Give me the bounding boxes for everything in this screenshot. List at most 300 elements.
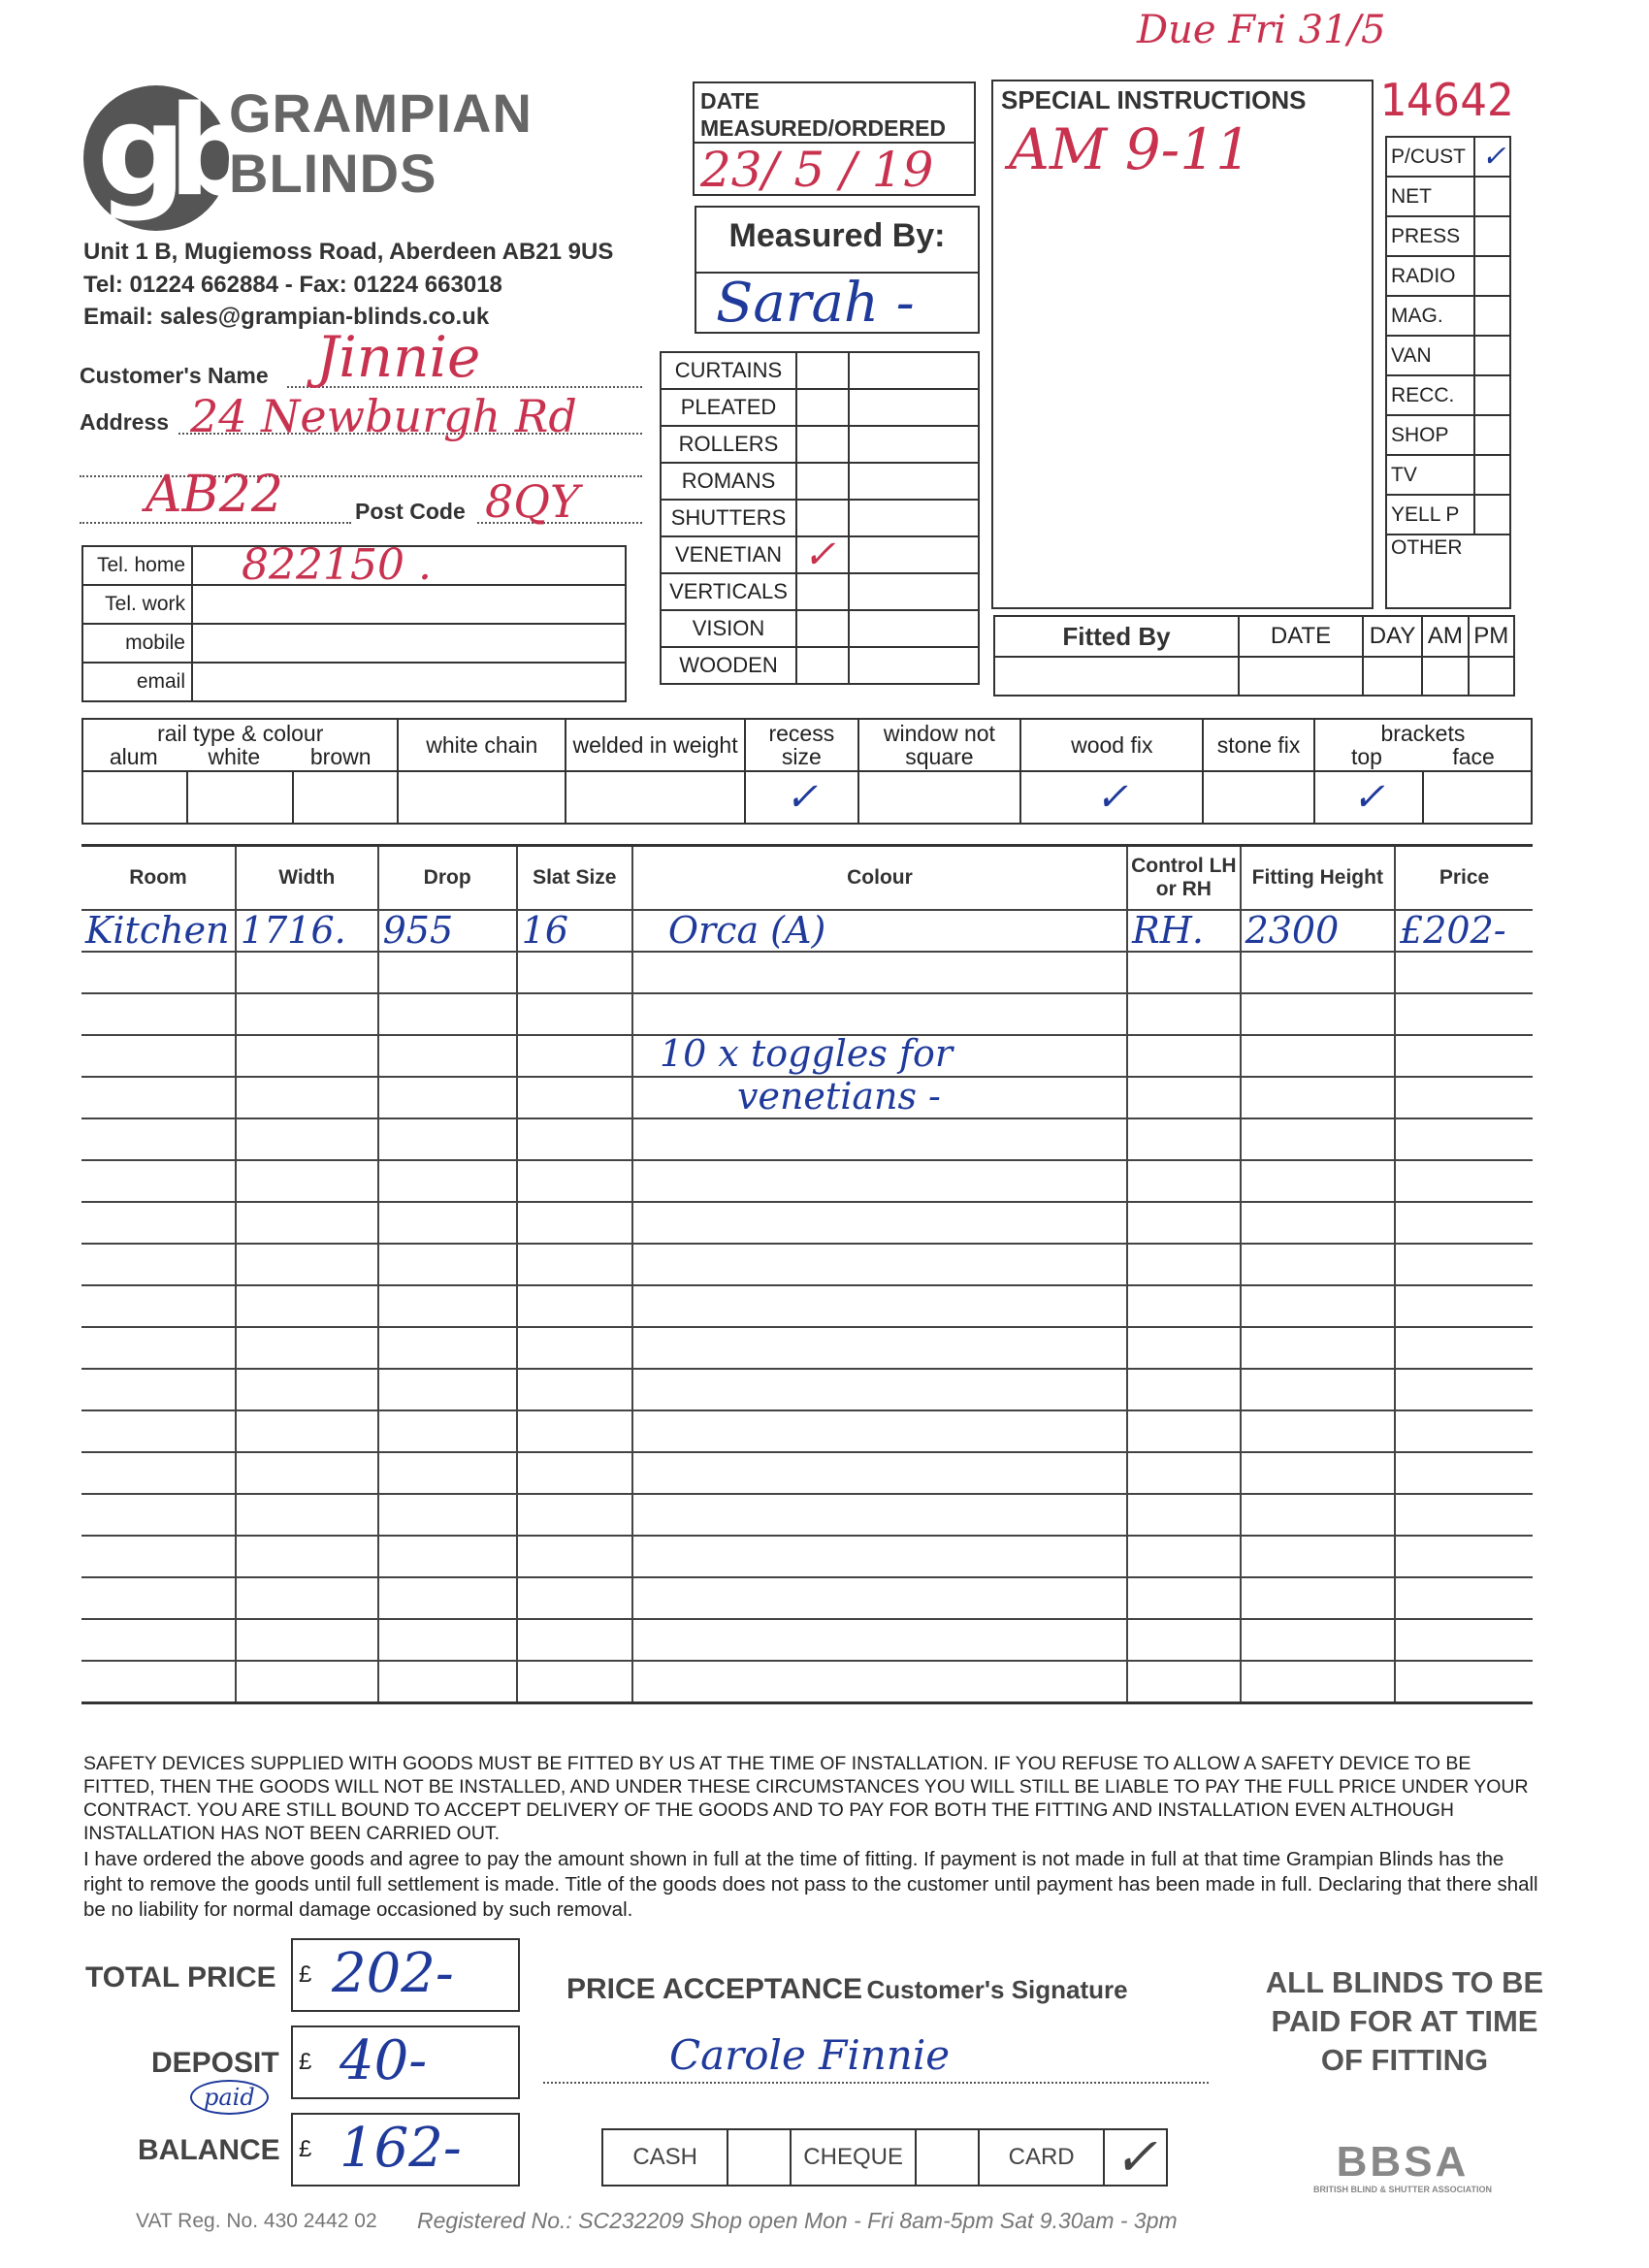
fitted-day-value[interactable] bbox=[1363, 657, 1422, 696]
item-width-cell[interactable] bbox=[236, 1661, 378, 1703]
fitted-by-table bbox=[993, 615, 1515, 697]
white-chain-check[interactable] bbox=[398, 771, 566, 824]
product-type-row bbox=[661, 463, 979, 500]
item-height-cell[interactable] bbox=[1241, 1369, 1396, 1410]
customer-name-label: Customer's Name bbox=[80, 363, 269, 388]
welded-check[interactable] bbox=[566, 771, 745, 824]
item-slat-cell[interactable] bbox=[517, 1661, 632, 1703]
item-room-cell[interactable] bbox=[81, 1577, 236, 1619]
product-type-extra[interactable] bbox=[849, 610, 979, 647]
item-slat-cell[interactable] bbox=[517, 952, 632, 993]
item-price-cell[interactable] bbox=[1395, 952, 1533, 993]
product-type-check[interactable] bbox=[796, 389, 849, 426]
item-room-cell[interactable] bbox=[81, 1369, 236, 1410]
company-address: Unit 1 B, Mugiemoss Road, Aberdeen AB21 9US bbox=[83, 239, 614, 265]
item-drop-cell[interactable] bbox=[378, 993, 517, 1035]
balance-label: BALANCE bbox=[138, 2134, 280, 2166]
item-price-cell[interactable] bbox=[1395, 1160, 1533, 1202]
item-drop-cell[interactable] bbox=[378, 1244, 517, 1285]
item-slat-cell[interactable] bbox=[517, 1285, 632, 1327]
item-width-cell[interactable] bbox=[236, 1619, 378, 1661]
white-chain-label: white chain bbox=[398, 719, 566, 771]
due-note: Due Fri 31/5 bbox=[1137, 8, 1386, 52]
deposit-value[interactable]: 40- bbox=[340, 2029, 428, 2092]
item-slat-cell[interactable] bbox=[517, 1202, 632, 1244]
item-drop-cell[interactable] bbox=[378, 1118, 517, 1160]
phone-value[interactable] bbox=[192, 624, 626, 663]
item-slat-cell[interactable] bbox=[517, 1452, 632, 1494]
source-check[interactable] bbox=[1474, 495, 1510, 535]
source-label: RECC. bbox=[1386, 375, 1474, 415]
logo-letters: gb bbox=[97, 80, 241, 224]
item-control-cell[interactable] bbox=[1127, 952, 1240, 993]
item-height-cell[interactable] bbox=[1241, 1077, 1396, 1118]
address-line2-value[interactable]: AB22 bbox=[146, 466, 283, 524]
items-header: Drop bbox=[378, 846, 517, 910]
product-type-label: VISION bbox=[661, 610, 796, 647]
item-drop-cell[interactable] bbox=[378, 1077, 517, 1118]
item-room-cell[interactable] bbox=[81, 1619, 236, 1661]
item-control-cell[interactable] bbox=[1127, 1369, 1240, 1410]
item-slat-cell[interactable] bbox=[517, 1244, 632, 1285]
item-drop-cell[interactable] bbox=[378, 1160, 517, 1202]
item-slat-cell[interactable] bbox=[517, 1369, 632, 1410]
source-row bbox=[1386, 415, 1510, 455]
brown-check[interactable] bbox=[293, 771, 398, 824]
item-width-cell[interactable] bbox=[236, 1202, 378, 1244]
item-drop-cell[interactable] bbox=[378, 1369, 517, 1410]
fitted-by-value[interactable] bbox=[994, 657, 1239, 696]
product-type-extra[interactable] bbox=[849, 352, 979, 389]
item-slat-cell[interactable]: 16 bbox=[517, 910, 632, 952]
item-control-cell[interactable] bbox=[1127, 1619, 1240, 1661]
balance-value[interactable]: 162- bbox=[340, 2117, 462, 2180]
item-price-cell[interactable] bbox=[1395, 1244, 1533, 1285]
item-colour-cell[interactable] bbox=[632, 1160, 1127, 1202]
item-slat-cell[interactable] bbox=[517, 1035, 632, 1077]
table-row bbox=[81, 1285, 1533, 1327]
product-type-extra[interactable] bbox=[849, 463, 979, 500]
product-type-label: WOODEN bbox=[661, 647, 796, 684]
company-email: Email: sales@grampian-blinds.co.uk bbox=[83, 304, 490, 330]
product-type-check[interactable] bbox=[796, 352, 849, 389]
agreement-text: I have ordered the above goods and agree to pay the amount shown in full at the time of fitting. If payment is not made in full at that time Grampian Blinds has the right to remove the goods until full settlement is made. Title of the goods does not pass to the customer until payment has been made in full. Declaring that there shall be no liability for normal damage occasioned by such removal. bbox=[83, 1848, 1538, 1921]
item-drop-cell[interactable] bbox=[378, 1327, 517, 1369]
source-check[interactable] bbox=[1474, 216, 1510, 256]
item-price-cell[interactable] bbox=[1395, 1452, 1533, 1494]
item-height-cell[interactable] bbox=[1241, 1118, 1396, 1160]
item-price-cell[interactable]: £202- bbox=[1395, 910, 1533, 952]
item-drop-cell[interactable] bbox=[378, 1577, 517, 1619]
window-square-label: window not square bbox=[858, 719, 1020, 771]
item-room-cell[interactable] bbox=[81, 1160, 236, 1202]
item-colour-cell[interactable] bbox=[632, 1619, 1127, 1661]
item-room-cell[interactable] bbox=[81, 952, 236, 993]
product-type-check[interactable] bbox=[796, 647, 849, 684]
stone-fix-check[interactable] bbox=[1203, 771, 1313, 824]
source-label: VAN bbox=[1386, 336, 1474, 375]
white-check[interactable] bbox=[187, 771, 292, 824]
item-drop-cell[interactable] bbox=[378, 1494, 517, 1536]
payment-cash-label: CASH bbox=[602, 2129, 728, 2186]
item-slat-cell[interactable] bbox=[517, 1494, 632, 1536]
item-height-cell[interactable] bbox=[1241, 1035, 1396, 1077]
item-drop-cell[interactable] bbox=[378, 1202, 517, 1244]
product-type-check[interactable] bbox=[796, 573, 849, 610]
item-control-cell[interactable] bbox=[1127, 1494, 1240, 1536]
recess-check[interactable]: ✓ bbox=[745, 771, 858, 824]
item-price-cell[interactable] bbox=[1395, 1577, 1533, 1619]
stone-fix-label: stone fix bbox=[1203, 719, 1313, 771]
item-width-cell[interactable] bbox=[236, 1244, 378, 1285]
brackets-top-check[interactable]: ✓ bbox=[1314, 771, 1423, 824]
address-label: Address bbox=[80, 409, 170, 435]
item-slat-cell[interactable] bbox=[517, 993, 632, 1035]
fitted-day-label: DAY bbox=[1363, 616, 1422, 657]
postcode-label: Post Code bbox=[355, 499, 466, 524]
alum-label: alum bbox=[109, 744, 158, 769]
item-width-cell[interactable] bbox=[236, 1035, 378, 1077]
item-colour-cell[interactable] bbox=[632, 1494, 1127, 1536]
product-type-extra[interactable] bbox=[849, 647, 979, 684]
product-type-check[interactable] bbox=[796, 500, 849, 536]
balance-box bbox=[291, 2113, 520, 2187]
item-drop-cell[interactable] bbox=[378, 1452, 517, 1494]
bbsa-subtitle: BRITISH BLIND & SHUTTER ASSOCIATION bbox=[1313, 2185, 1492, 2194]
item-price-cell[interactable] bbox=[1395, 1619, 1533, 1661]
rail-type-label: rail type & colour bbox=[157, 721, 324, 746]
item-control-cell[interactable] bbox=[1127, 1536, 1240, 1577]
product-type-label: VERTICALS bbox=[661, 573, 796, 610]
item-width-cell[interactable] bbox=[236, 1077, 378, 1118]
payment-card-check[interactable]: ✓ bbox=[1104, 2129, 1167, 2186]
phone-row bbox=[82, 546, 626, 585]
item-control-cell[interactable] bbox=[1127, 1244, 1240, 1285]
table-row bbox=[81, 1577, 1533, 1619]
item-height-cell[interactable] bbox=[1241, 952, 1396, 993]
item-width-cell[interactable] bbox=[236, 1285, 378, 1327]
item-slat-cell[interactable] bbox=[517, 1118, 632, 1160]
item-height-cell[interactable] bbox=[1241, 1202, 1396, 1244]
bbsa-mark: BBSA bbox=[1336, 2138, 1470, 2186]
item-note-line1: 10 x toggles for bbox=[660, 1032, 954, 1075]
item-room-cell[interactable] bbox=[81, 1327, 236, 1369]
item-height-cell[interactable] bbox=[1241, 1536, 1396, 1577]
item-drop-cell[interactable]: 955 bbox=[378, 910, 517, 952]
source-check[interactable] bbox=[1474, 296, 1510, 336]
item-drop-cell[interactable] bbox=[378, 1035, 517, 1077]
product-type-extra[interactable] bbox=[849, 573, 979, 610]
source-row bbox=[1386, 375, 1510, 415]
item-control-cell[interactable] bbox=[1127, 1452, 1240, 1494]
product-type-check[interactable] bbox=[796, 610, 849, 647]
payment-cheque-check[interactable] bbox=[916, 2129, 979, 2186]
phone-row bbox=[82, 585, 626, 624]
product-type-extra[interactable] bbox=[849, 500, 979, 536]
phone-value[interactable]: 822150 . bbox=[192, 546, 626, 585]
item-drop-cell[interactable] bbox=[378, 1410, 517, 1452]
product-type-row bbox=[661, 573, 979, 610]
item-width-cell[interactable] bbox=[236, 1160, 378, 1202]
item-control-cell[interactable] bbox=[1127, 1577, 1240, 1619]
item-room-cell[interactable] bbox=[81, 1244, 236, 1285]
item-room-cell[interactable] bbox=[81, 1077, 236, 1118]
item-control-cell[interactable] bbox=[1127, 1327, 1240, 1369]
item-control-cell[interactable] bbox=[1127, 1410, 1240, 1452]
source-row bbox=[1386, 137, 1510, 177]
item-slat-cell[interactable] bbox=[517, 1577, 632, 1619]
item-price-cell[interactable] bbox=[1395, 1035, 1533, 1077]
phone-row bbox=[82, 624, 626, 663]
item-colour-cell[interactable] bbox=[632, 1369, 1127, 1410]
item-slat-cell[interactable] bbox=[517, 1327, 632, 1369]
special-instructions-value[interactable]: AM 9-11 bbox=[1009, 116, 1252, 182]
items-header: Slat Size bbox=[517, 846, 632, 910]
item-width-cell[interactable] bbox=[236, 1410, 378, 1452]
items-table bbox=[81, 844, 1533, 1704]
special-instructions-box bbox=[991, 80, 1374, 609]
items-header: Control LH or RH bbox=[1127, 846, 1240, 910]
item-height-cell[interactable] bbox=[1241, 993, 1396, 1035]
deposit-currency: £ bbox=[299, 2049, 312, 2075]
item-width-cell[interactable] bbox=[236, 1369, 378, 1410]
item-width-cell[interactable] bbox=[236, 1452, 378, 1494]
item-height-cell[interactable] bbox=[1241, 1160, 1396, 1202]
product-type-extra[interactable] bbox=[849, 389, 979, 426]
item-width-cell[interactable] bbox=[236, 1327, 378, 1369]
options-table bbox=[81, 718, 1533, 825]
item-drop-cell[interactable] bbox=[378, 1619, 517, 1661]
phone-row bbox=[82, 663, 626, 701]
item-room-cell[interactable] bbox=[81, 1285, 236, 1327]
item-drop-cell[interactable] bbox=[378, 1536, 517, 1577]
product-type-row bbox=[661, 500, 979, 536]
customer-name-value[interactable]: Jinnie bbox=[316, 324, 481, 390]
item-height-cell[interactable] bbox=[1241, 1494, 1396, 1536]
item-colour-cell[interactable] bbox=[632, 1118, 1127, 1160]
item-room-cell[interactable] bbox=[81, 1536, 236, 1577]
item-control-cell[interactable] bbox=[1127, 1202, 1240, 1244]
phone-value[interactable] bbox=[192, 585, 626, 624]
product-type-check[interactable]: ✓ bbox=[796, 536, 849, 573]
phone-value[interactable] bbox=[192, 663, 626, 701]
item-width-cell[interactable] bbox=[236, 1494, 378, 1536]
brackets-header bbox=[1314, 719, 1532, 771]
item-slat-cell[interactable] bbox=[517, 1077, 632, 1118]
item-height-cell[interactable] bbox=[1241, 1285, 1396, 1327]
item-control-cell[interactable]: RH. bbox=[1127, 910, 1240, 952]
item-height-cell[interactable]: 2300 bbox=[1241, 910, 1396, 952]
safety-notice: SAFETY DEVICES SUPPLIED WITH GOODS MUST BE FITTED BY US AT THE TIME OF INSTALLATION. IF YOU REFUSE TO ALLOW A SAFETY DEVICE TO BE FITTED, THEN THE GOODS WILL NOT BE INSTALLED, AND UNDER THESE CIRCUMSTANCES YOU WILL STILL BE LIABLE TO PAY THE FULL PRICE UNDER YOUR CONTRACT. YOU ARE STILL BOUND TO ACCEPT DELIVERY OF THE GOODS AND TO PAY FOR BOTH THE FITTING AND INSTALLATION EVEN ALTHOUGH INSTALLATION HAS NOT BEEN CARRIED OUT. bbox=[83, 1753, 1529, 1844]
item-room-cell[interactable] bbox=[81, 1452, 236, 1494]
item-room-cell[interactable] bbox=[81, 993, 236, 1035]
item-drop-cell[interactable] bbox=[378, 1661, 517, 1703]
item-room-cell[interactable]: Kitchen bbox=[81, 910, 236, 952]
source-table bbox=[1385, 136, 1511, 609]
date-value[interactable]: 23/ 5 / 19 bbox=[700, 142, 934, 198]
item-drop-cell[interactable] bbox=[378, 1285, 517, 1327]
source-check[interactable] bbox=[1474, 177, 1510, 216]
fitted-date-value[interactable] bbox=[1239, 657, 1363, 696]
item-colour-cell[interactable] bbox=[632, 993, 1127, 1035]
item-price-cell[interactable] bbox=[1395, 1327, 1533, 1369]
payment-notice: ALL BLINDS TO BE PAID FOR AT TIME OF FITTING bbox=[1265, 1965, 1544, 2077]
item-width-cell[interactable] bbox=[236, 993, 378, 1035]
item-colour-cell[interactable] bbox=[632, 1577, 1127, 1619]
brackets-top-label: top bbox=[1350, 744, 1382, 769]
item-colour-cell[interactable] bbox=[632, 1536, 1127, 1577]
item-height-cell[interactable] bbox=[1241, 1244, 1396, 1285]
source-label: MAG. bbox=[1386, 296, 1474, 336]
price-acceptance bbox=[566, 1973, 1128, 2006]
item-room-cell[interactable] bbox=[81, 1118, 236, 1160]
item-room-cell[interactable] bbox=[81, 1202, 236, 1244]
total-price-label: TOTAL PRICE bbox=[85, 1961, 276, 1993]
product-type-extra[interactable] bbox=[849, 426, 979, 463]
item-price-cell[interactable] bbox=[1395, 1369, 1533, 1410]
item-slat-cell[interactable] bbox=[517, 1410, 632, 1452]
payment-cheque-label: CHEQUE bbox=[791, 2129, 916, 2186]
rail-type-header bbox=[82, 719, 398, 771]
item-control-cell[interactable] bbox=[1127, 1118, 1240, 1160]
product-type-label: PLEATED bbox=[661, 389, 796, 426]
table-row bbox=[81, 1494, 1533, 1536]
item-room-cell[interactable] bbox=[81, 1035, 236, 1077]
item-colour-cell[interactable] bbox=[632, 1327, 1127, 1369]
source-check[interactable] bbox=[1474, 415, 1510, 455]
item-height-cell[interactable] bbox=[1241, 1452, 1396, 1494]
fitted-am-value[interactable] bbox=[1422, 657, 1468, 696]
item-height-cell[interactable] bbox=[1241, 1577, 1396, 1619]
source-label: RADIO bbox=[1386, 256, 1474, 296]
item-height-cell[interactable] bbox=[1241, 1410, 1396, 1452]
item-control-cell[interactable] bbox=[1127, 1661, 1240, 1703]
item-slat-cell[interactable] bbox=[517, 1160, 632, 1202]
table-row bbox=[81, 1661, 1533, 1703]
bbsa-logo bbox=[1290, 2140, 1515, 2194]
wood-fix-check[interactable]: ✓ bbox=[1020, 771, 1203, 824]
fitted-by-label: Fitted By bbox=[994, 616, 1239, 657]
item-control-cell[interactable] bbox=[1127, 1035, 1240, 1077]
item-price-cell[interactable] bbox=[1395, 1077, 1533, 1118]
item-control-cell[interactable] bbox=[1127, 1160, 1240, 1202]
item-height-cell[interactable] bbox=[1241, 1619, 1396, 1661]
measured-by-value[interactable]: Sarah - bbox=[716, 272, 915, 335]
company-name-line1: GRAMPIAN bbox=[229, 82, 533, 144]
item-height-cell[interactable] bbox=[1241, 1327, 1396, 1369]
table-row bbox=[81, 1536, 1533, 1577]
source-check[interactable] bbox=[1474, 375, 1510, 415]
alum-check[interactable] bbox=[82, 771, 187, 824]
source-label: TV bbox=[1386, 455, 1474, 495]
item-height-cell[interactable] bbox=[1241, 1661, 1396, 1703]
measured-by-box bbox=[695, 206, 980, 334]
source-label: OTHER bbox=[1386, 535, 1510, 608]
fitted-pm-value[interactable] bbox=[1469, 657, 1514, 696]
registration-hours: Registered No.: SC232209 Shop open Mon - Fri 8am-5pm Sat 9.30am - 3pm bbox=[417, 2208, 1178, 2233]
source-row bbox=[1386, 495, 1510, 535]
item-price-cell[interactable] bbox=[1395, 1202, 1533, 1244]
item-price-cell[interactable] bbox=[1395, 1661, 1533, 1703]
item-width-cell[interactable] bbox=[236, 1577, 378, 1619]
item-note-line2: venetians - bbox=[737, 1075, 941, 1118]
deposit-paid-note: paid bbox=[190, 2080, 269, 2115]
address-value[interactable]: 24 Newburgh Rd bbox=[190, 390, 577, 442]
items-header: Fitting Height bbox=[1241, 846, 1396, 910]
source-row bbox=[1386, 177, 1510, 216]
item-width-cell[interactable] bbox=[236, 1536, 378, 1577]
item-drop-cell[interactable] bbox=[378, 952, 517, 993]
source-check[interactable] bbox=[1474, 336, 1510, 375]
table-row bbox=[81, 1118, 1533, 1160]
product-type-table bbox=[660, 351, 980, 685]
item-width-cell[interactable] bbox=[236, 952, 378, 993]
source-row bbox=[1386, 296, 1510, 336]
item-colour-cell[interactable] bbox=[632, 1244, 1127, 1285]
total-price-value[interactable]: 202- bbox=[332, 1942, 454, 2005]
item-colour-cell[interactable]: Orca (A) bbox=[632, 910, 1127, 952]
item-slat-cell[interactable] bbox=[517, 1619, 632, 1661]
item-colour-cell[interactable] bbox=[632, 1202, 1127, 1244]
table-row bbox=[81, 1410, 1533, 1452]
product-type-check[interactable] bbox=[796, 426, 849, 463]
source-row bbox=[1386, 535, 1510, 608]
source-check[interactable] bbox=[1474, 455, 1510, 495]
item-control-cell[interactable] bbox=[1127, 1077, 1240, 1118]
postcode-value[interactable]: 8QY bbox=[485, 475, 580, 528]
item-control-cell[interactable] bbox=[1127, 993, 1240, 1035]
item-control-cell[interactable] bbox=[1127, 1285, 1240, 1327]
welded-label: welded in weight bbox=[566, 719, 745, 771]
item-price-cell[interactable] bbox=[1395, 993, 1533, 1035]
phone-label: Tel. home bbox=[82, 546, 192, 585]
item-colour-cell[interactable] bbox=[632, 1661, 1127, 1703]
payment-method-table bbox=[601, 2128, 1168, 2187]
item-colour-cell[interactable] bbox=[632, 1410, 1127, 1452]
product-type-extra[interactable] bbox=[849, 536, 979, 573]
phone-table bbox=[81, 540, 627, 702]
source-check[interactable]: ✓ bbox=[1474, 137, 1510, 177]
item-price-cell[interactable] bbox=[1395, 1410, 1533, 1452]
item-colour-cell[interactable] bbox=[632, 952, 1127, 993]
item-price-cell[interactable] bbox=[1395, 1494, 1533, 1536]
item-width-cell[interactable]: 1716. bbox=[236, 910, 378, 952]
item-price-cell[interactable] bbox=[1395, 1536, 1533, 1577]
fitted-am-label: AM bbox=[1422, 616, 1468, 657]
source-label: YELL P bbox=[1386, 495, 1474, 535]
item-slat-cell[interactable] bbox=[517, 1536, 632, 1577]
source-check[interactable] bbox=[1474, 256, 1510, 296]
item-width-cell[interactable] bbox=[236, 1118, 378, 1160]
table-row bbox=[81, 1369, 1533, 1410]
table-row bbox=[81, 1202, 1533, 1244]
source-label: PRESS bbox=[1386, 216, 1474, 256]
window-check[interactable] bbox=[858, 771, 1020, 824]
item-price-cell[interactable] bbox=[1395, 1118, 1533, 1160]
payment-cash-check[interactable] bbox=[728, 2129, 791, 2186]
item-room-cell[interactable] bbox=[81, 1494, 236, 1536]
balance-currency: £ bbox=[299, 2136, 312, 2162]
brackets-face-check[interactable] bbox=[1423, 771, 1532, 824]
special-instructions-label: SPECIAL INSTRUCTIONS bbox=[1001, 85, 1307, 114]
product-type-check[interactable] bbox=[796, 463, 849, 500]
item-colour-cell[interactable] bbox=[632, 1452, 1127, 1494]
item-price-cell[interactable] bbox=[1395, 1285, 1533, 1327]
item-room-cell[interactable] bbox=[81, 1661, 236, 1703]
items-header: Room bbox=[81, 846, 236, 910]
item-room-cell[interactable] bbox=[81, 1410, 236, 1452]
item-colour-cell[interactable] bbox=[632, 1285, 1127, 1327]
